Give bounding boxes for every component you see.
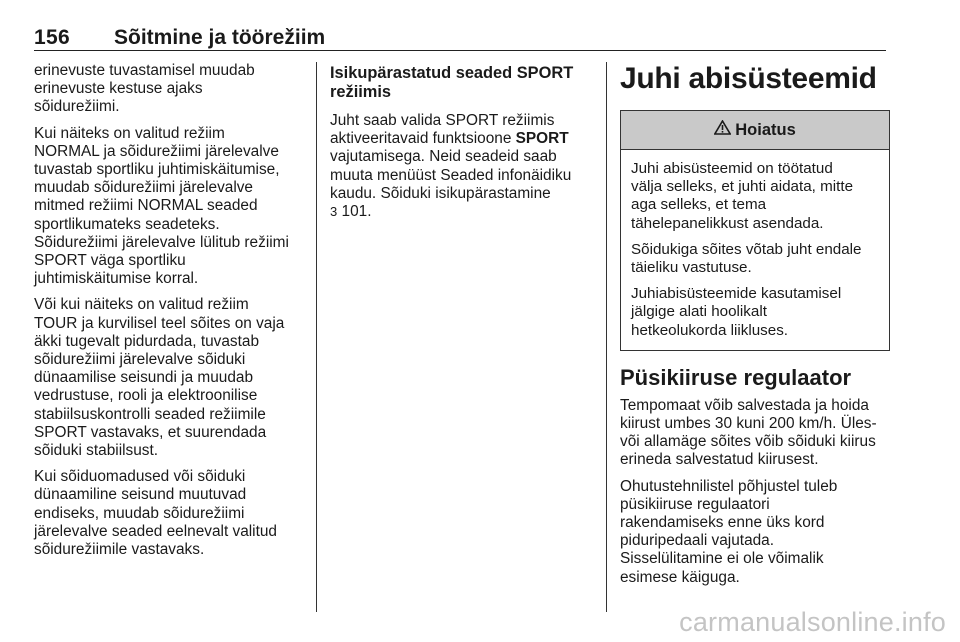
warning-paragraph: Sõidukiga sõites võtab juht endale täieliku vastutuse. <box>631 240 862 277</box>
column-middle <box>330 62 592 229</box>
section-title: Püsikiiruse regulaator <box>620 364 852 390</box>
warning-box <box>620 110 890 351</box>
column-left <box>34 62 306 567</box>
warning-paragraph: Juhiabisüsteemide kasutamisel jälgige alati hoolikalt hetkeolukorda liikluses. <box>631 285 842 339</box>
paragraph: Kui näiteks on valitud režiim NORMAL ja sõidurežiimi järelevalve tuvastab sportliku juhtimiskäitumise, muudab sõidurežiimi järelevalve mitmed režiimi NORMAL seaded sportlikumateks seadeteks. Sõidurežiimi järelevalve lülitub režiimi SPORT väga sportliku juhtimiskäitumise korral. <box>34 124 289 288</box>
page-reference[interactable]: 101. <box>337 203 372 221</box>
column-divider <box>316 62 317 612</box>
warning-body <box>621 150 889 350</box>
paragraph: Kui sõiduomadused või sõiduki dünaamiline seisund muutuvad endiseks, muudab sõidurežiimi järelevalve seaded eelnevalt valitud sõidurežiimile vastavaks. <box>34 468 277 559</box>
paragraph-text: Juht saab valida SPORT režiimis aktiveeritavaid funktsioone <box>330 112 555 148</box>
paragraph: Ohutustehnilistel põhjustel tuleb püsikiiruse regulaatori rakendamiseks enne üks kord piduripedaali vajutada. Sisselülitamine ei ole võimalik esimese käiguga. <box>620 477 838 586</box>
paragraph <box>330 112 592 221</box>
page-reference-icon: 3 <box>330 204 338 220</box>
warning-triangle-icon <box>714 120 731 140</box>
warning-header <box>621 111 889 150</box>
paragraph: Või kui näiteks on valitud režiim TOUR ja kurvilisel teel sõites on vaja äkki tugevalt pidurdada, tuvastab sõidurežiimi järelevalve sõiduki dünaamilise seisundi ja muudab vedrustuse, rooli ja elektroonilise stabiilsuskontrolli seaded režiimile SPORT vastavaks, et suurendada sõiduki stabiilsust. <box>34 296 285 460</box>
paragraph-text: vajutamisega. Neid seadeid saab muuta menüüst Seaded infonäidiku kaudu. Sõiduki isikupärastamine <box>330 148 572 202</box>
page-header <box>34 26 886 51</box>
watermark: carmanualsonline.info <box>679 607 946 637</box>
warning-label: Hoiatus <box>735 120 796 139</box>
chapter-title: Sõitmine ja töörežiim <box>114 26 326 49</box>
section-heading: Isikupärastatud seaded SPORT režiimis <box>330 64 574 101</box>
column-right <box>620 62 890 595</box>
sport-button-name: SPORT <box>515 130 569 148</box>
paragraph: erinevuste tuvastamisel muudab erinevuste kestuse ajaks sõidurežiimi. <box>34 62 255 116</box>
chapter-section-title: Juhi abisüsteemid <box>620 62 877 95</box>
paragraph: Tempomaat võib salvestada ja hoida kiirust umbes 30 kuni 200 km/h. Üles- või allamäge sõites võib sõiduki kiirus erineda salvestatud kiirusest. <box>620 396 877 469</box>
page-number: 156 <box>34 26 70 49</box>
column-divider <box>606 62 607 612</box>
warning-paragraph: Juhi abisüsteemid on töötatud välja selleks, et juhti aidata, mitte aga selleks, et tema tähelepanelikkust asendada. <box>631 160 854 232</box>
